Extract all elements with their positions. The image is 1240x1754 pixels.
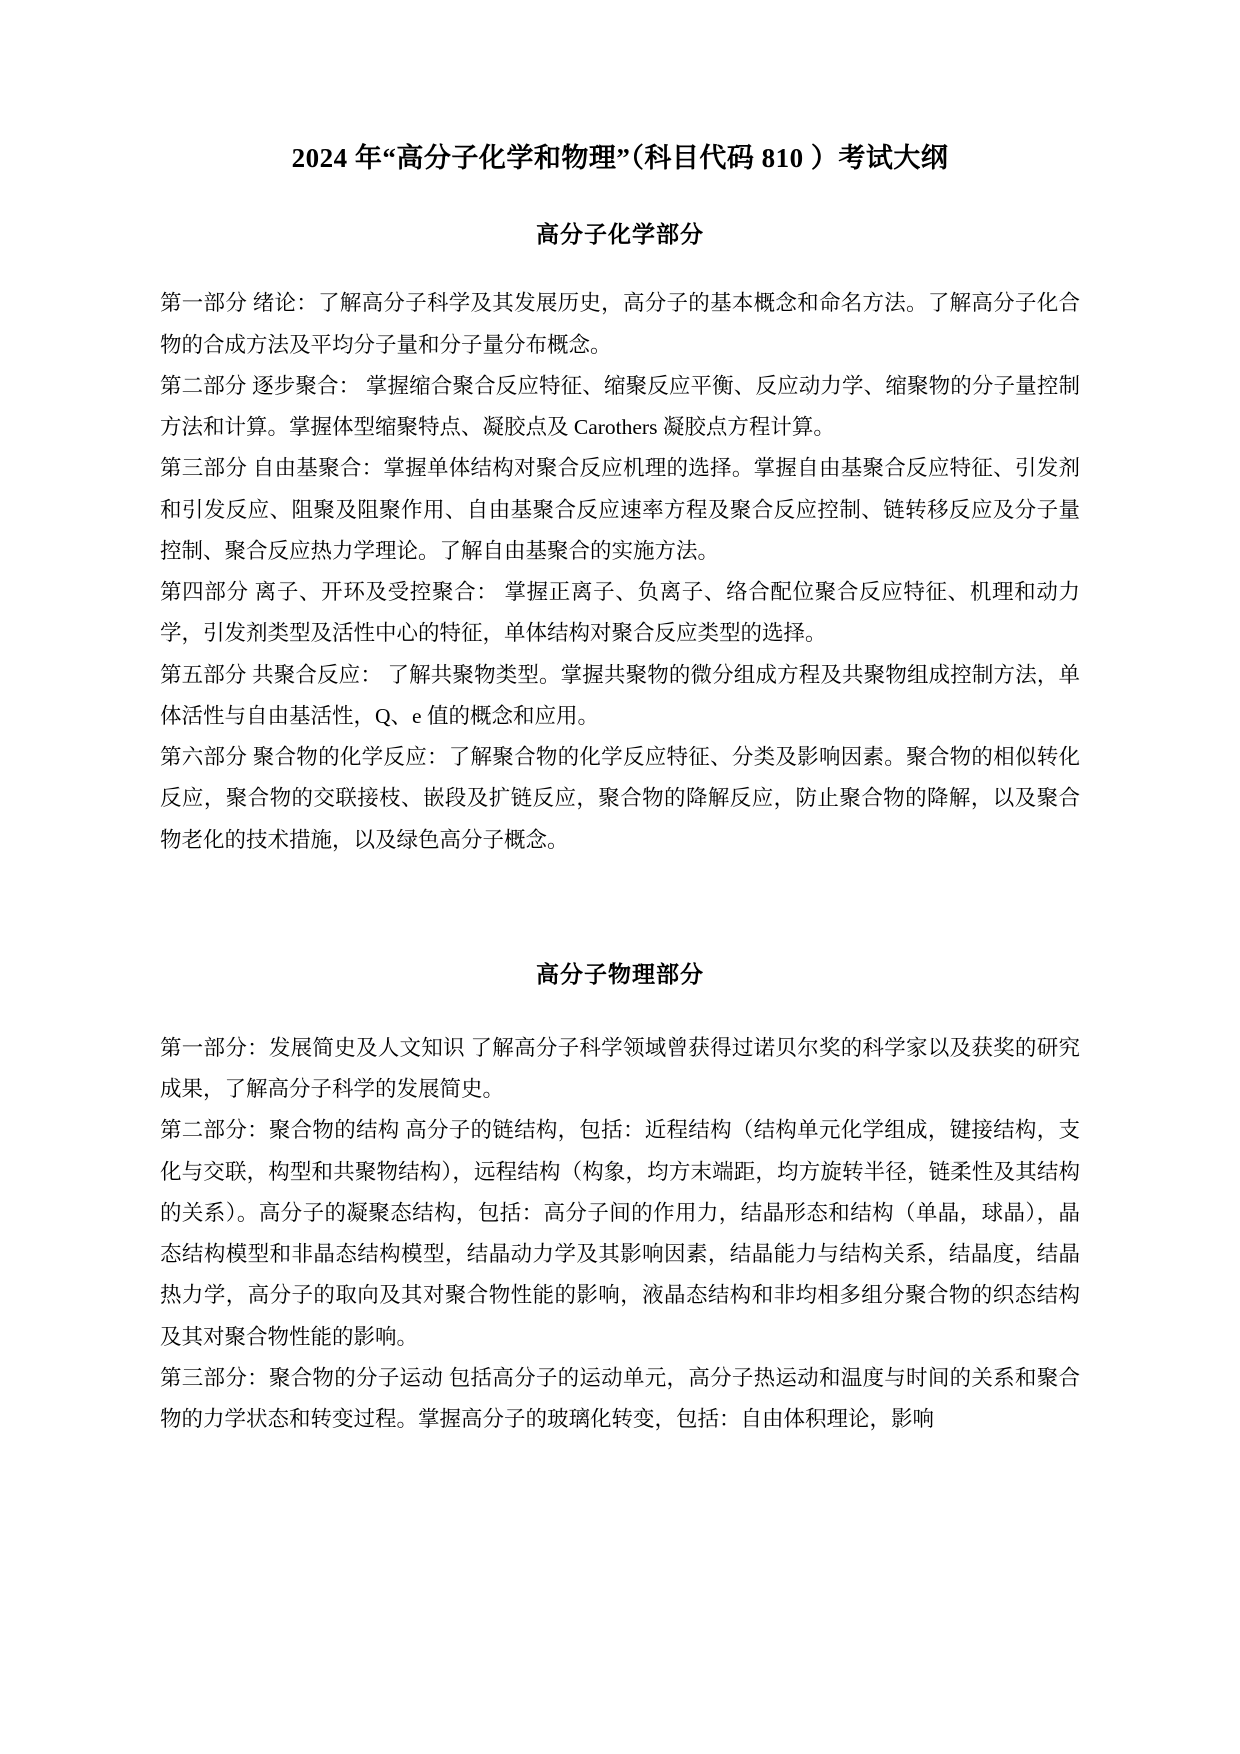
paragraph-phys-part-1: 第一部分：发展简史及人文知识 了解高分子科学领域曾获得过诺贝尔奖的科学家以及获奖的研究成果，了解高分子科学的发展简史。 <box>160 1035 1080 1102</box>
section-heading-polymer-chemistry: 高分子化学部分 <box>536 221 704 247</box>
section-heading-polymer-physics: 高分子物理部分 <box>536 962 704 988</box>
page-title: 2024 年“高分子化学和物理”（科目代码 810 ）考试大纲 <box>291 143 949 173</box>
paragraph-chem-part-1: 第一部分 绪论：了解高分子科学及其发展历史，高分子的基本概念和命名方法。了解高分子化合物的合成方法及平均分子量和分子量分布概念。 <box>160 291 1080 357</box>
paragraph-chem-part-6: 第六部分 聚合物的化学反应：了解聚合物的化学反应特征、分类及影响因素。聚合物的相似转化反应，聚合物的交联接枝、嵌段及扩链反应，聚合物的降解反应，防止聚合物的降解，以及聚合物老化的技术措施，以及绿色高分子概念。 <box>160 745 1080 852</box>
section-body-polymer-chemistry <box>160 283 1080 861</box>
paragraph-chem-part-5: 第五部分 共聚合反应： 了解共聚物类型。掌握共聚物的微分组成方程及共聚物组成控制方法，单体活性与自由基活性，Q、e 值的概念和应用。 <box>160 662 1080 728</box>
paragraph-phys-part-2: 第二部分：聚合物的结构 高分子的链结构，包括：近程结构（结构单元化学组成，键接结构，支化与交联，构型和共聚物结构），远程结构（构象，均方末端距，均方旋转半径，链柔性及其结构的关系）。高分子的凝聚态结构，包括：高分子间的作用力，结晶形态和结构（单晶，球晶），晶态结构模型和非晶态结构模型，结晶动力学及其影响因素，结晶能力与结构关系，结晶度，结晶热力学，高分子的取向及其对聚合物性能的影响，液晶态结构和非均相多组分聚合物的织态结构及其对聚合物性能的影响。 <box>160 1118 1080 1349</box>
paragraph-phys-part-3: 第三部分：聚合物的分子运动 包括高分子的运动单元，高分子热运动和温度与时间的关系和聚合物的力学状态和转变过程。掌握高分子的玻璃化转变，包括：自由体积理论，影响 <box>160 1365 1080 1432</box>
paragraph-chem-part-2: 第二部分 逐步聚合： 掌握缩合聚合反应特征、缩聚反应平衡、反应动力学、缩聚物的分子量控制方法和计算。掌握体型缩聚特点、凝胶点及 Carothers 凝胶点方程计算。 <box>160 373 1080 440</box>
section-body-polymer-physics <box>160 1028 1080 1441</box>
paragraph-chem-part-3: 第三部分 自由基聚合：掌握单体结构对聚合反应机理的选择。掌握自由基聚合反应特征、引发剂和引发反应、阻聚及阻聚作用、自由基聚合反应速率方程及聚合反应控制、链转移反应及分子量控制、聚合反应热力学理论。了解自由基聚合的实施方法。 <box>160 456 1080 563</box>
paragraph-chem-part-4: 第四部分 离子、开环及受控聚合： 掌握正离子、负离子、络合配位聚合反应特征、机理和动力学，引发剂类型及活性中心的特征，单体结构对聚合反应类型的选择。 <box>160 580 1080 646</box>
